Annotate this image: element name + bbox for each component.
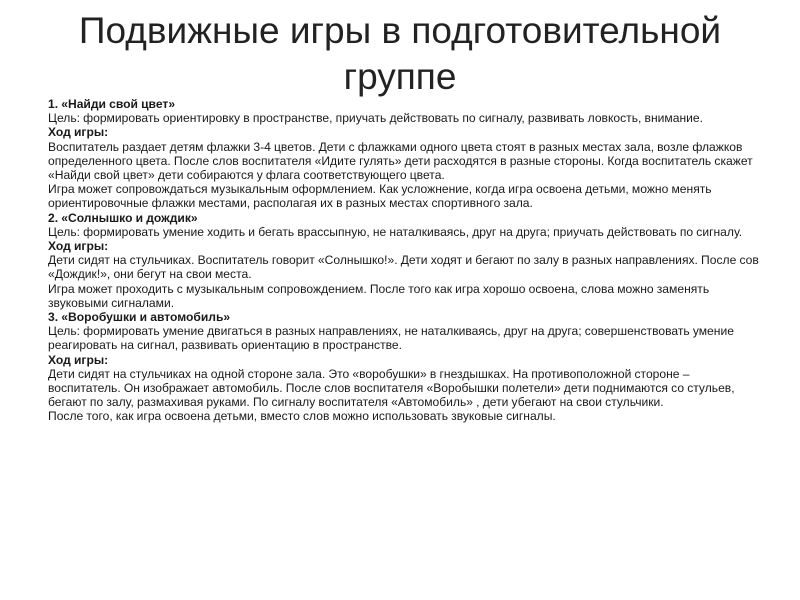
game-1-goal: Цель: формировать ориентировку в пространстве, приучать действовать по сигналу, развивать ловкость, внимание. <box>48 111 703 126</box>
game-2-course-label: Ход игры: <box>48 239 109 254</box>
game-1-heading: 1. «Найди свой цвет» <box>48 97 176 111</box>
game-1-course-paragraph: Воспитатель раздает детям флажки 3-4 цветов. Дети с флажками одного цвета стоят в разных местах зала, возле флажков определенного цвета. После слов воспитателя «Идите гулять» дети расходятся в разные стороны. Когда воспитатель скажет «Найди свой цвет» дети собираются у флага соответствующего цвета. <box>48 139 753 183</box>
game-2-goal: Цель: формировать умение ходить и бегать врассыпную, не наталкиваясь, друг на друга; приучать действовать по сигналу. <box>48 224 743 239</box>
game-3-course-label: Ход игры: <box>48 352 109 367</box>
game-3-course-paragraph: Дети сидят на стульчиках на одной стороне зала. Это «воробушки» в гнездышках. На противоположной стороне – воспитатель. Он изображает автомобиль. После слов воспитателя «Воробышки полетели» дети поднимаются со стульев, бегают по залу, размахивая руками. По сигналу воспитателя «Автомобиль» , дети убегают на свои стульчики. <box>48 366 735 410</box>
game-1-course-paragraph: Игра может сопровождаться музыкальным оформлением. Как усложнение, когда игра освоена детьми, можно менять ориентировочные флажки местами, располагая их в разных местах спортивного зала. <box>48 182 712 211</box>
game-2-course-paragraph: Дети сидят на стульчиках. Воспитатель говорит «Солнышко!». Дети ходят и бегают по залу в разных направлениях. После сов «Дождик!», они бегут на свои места. <box>48 253 759 282</box>
game-1-course-label: Ход игры: <box>48 125 109 140</box>
game-2-course-paragraph: Игра может проходить с музыкальным сопровождением. После того как игра хорошо освоена, слова можно заменять звуковыми сигналами. <box>48 281 710 310</box>
slide-title: Подвижные игры в подготовительной группе <box>78 10 722 97</box>
game-3-heading: 3. «Воробушки и автомобиль» <box>48 310 231 325</box>
game-3-course-paragraph: После того, как игра освоена детьми, вместо слов можно использовать звуковые сигналы. <box>48 409 556 424</box>
game-2-heading: 2. «Солнышко и дождик» <box>48 210 198 225</box>
game-3-goal: Цель: формировать умение двигаться в разных направлениях, не наталкиваясь, друг на друга; совершенствовать умение реагировать на сигнал, развивать ориентацию в пространстве. <box>48 324 734 353</box>
slide-body <box>48 97 760 424</box>
